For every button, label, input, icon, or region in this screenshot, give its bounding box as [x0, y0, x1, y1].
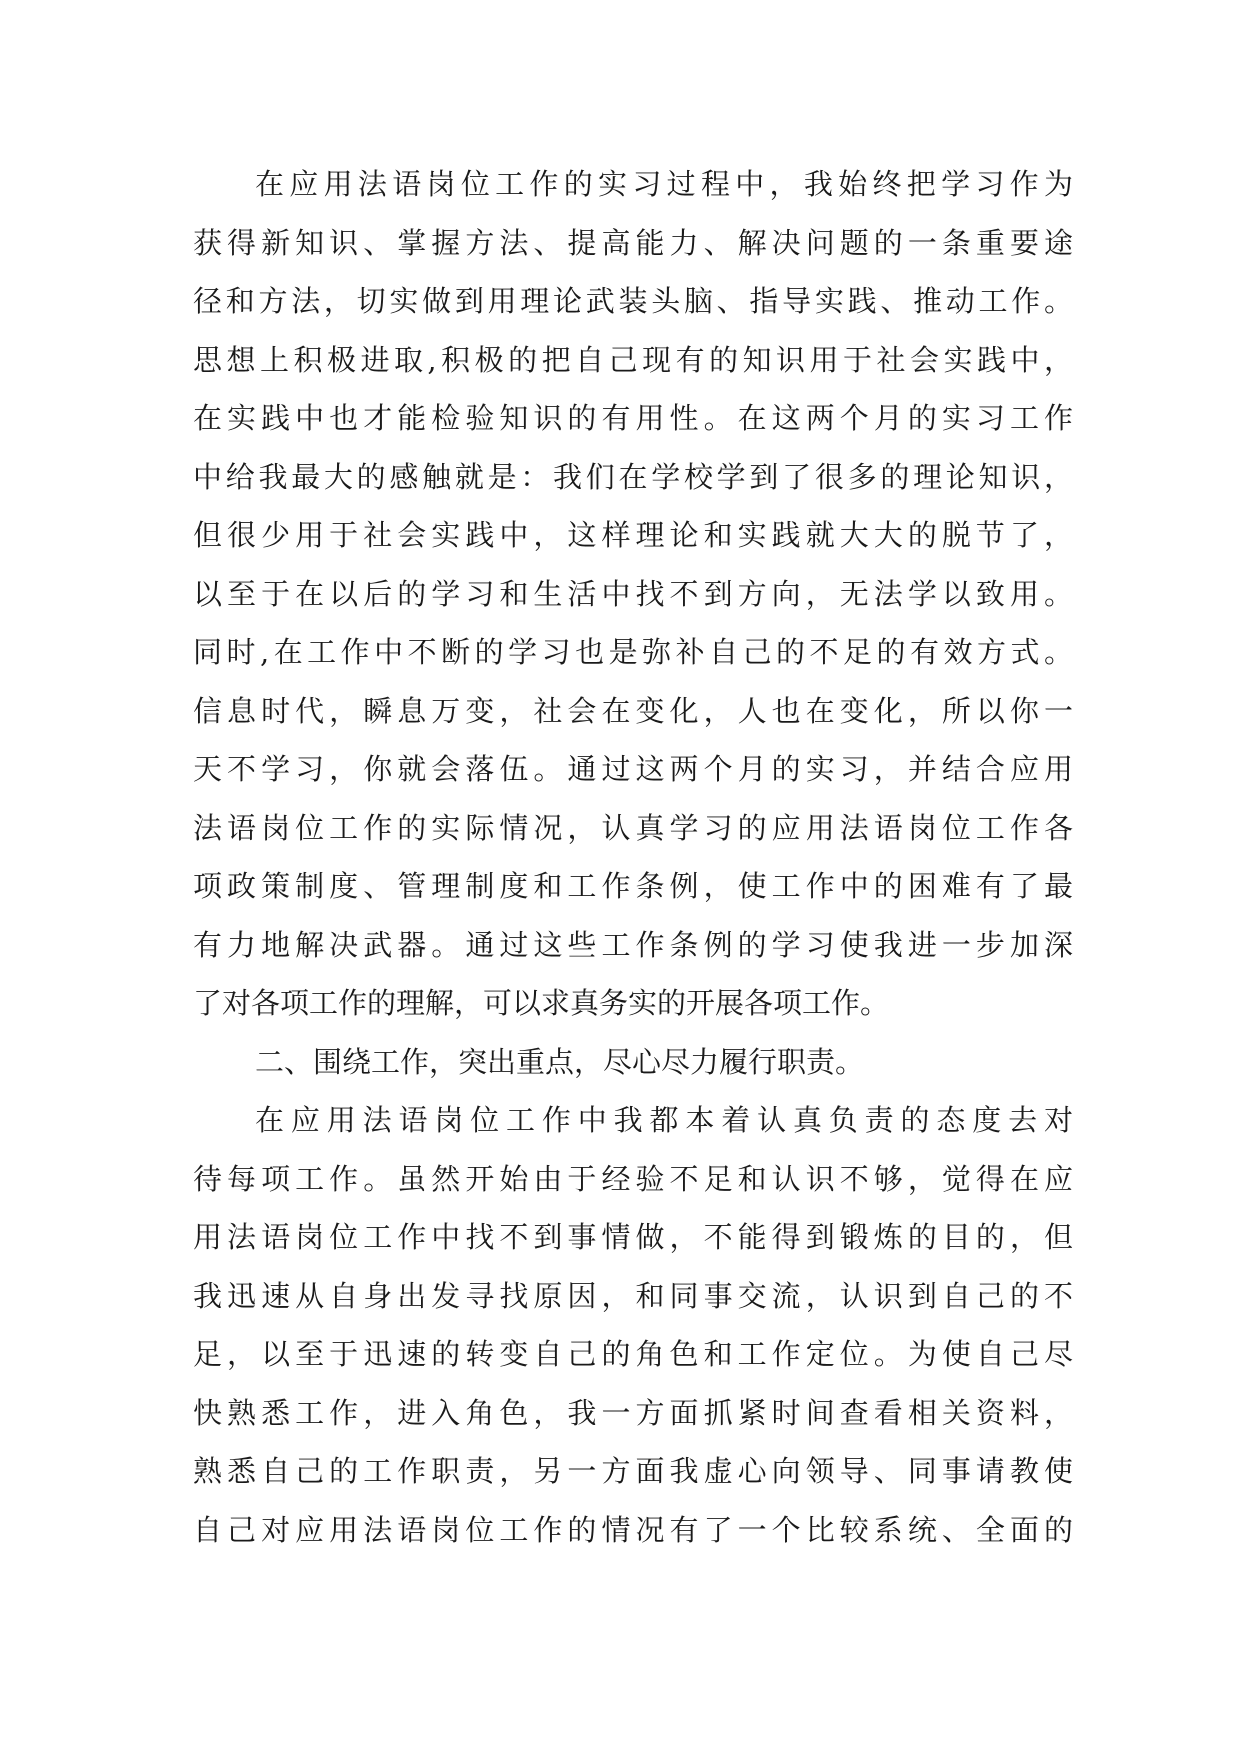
- paragraph-line: 待每项工作。虽然开始由于经验不足和认识不够，觉得在应: [193, 1161, 1073, 1196]
- paragraph-line: 以至于在以后的学习和生活中找不到方向，无法学以致用。: [193, 576, 1073, 611]
- paragraph-line: 但很少用于社会实践中，这样理论和实践就大大的脱节了，: [193, 518, 1073, 552]
- paragraph-line: 了对各项工作的理解，可以求真务实的开展各项工作。: [193, 986, 890, 1020]
- paragraph-line: 思想上积极进取,积极的把自己现有的知识用于社会实践中，: [193, 342, 1073, 377]
- paragraph-line: 我迅速从自身出发寻找原因，和同事交流，认识到自己的不: [193, 1278, 1073, 1313]
- paragraph-line: 天不学习，你就会落伍。通过这两个月的实习，并结合应用: [193, 752, 1073, 786]
- paragraph-line: 项政策制度、管理制度和工作条例，使工作中的困难有了最: [193, 869, 1073, 903]
- paragraph-line: 径和方法，切实做到用理论武装头脑、指导实践、推动工作。: [193, 284, 1073, 318]
- paragraph-line: 获得新知识、掌握方法、提高能力、解决问题的一条重要途: [193, 225, 1073, 260]
- paragraph-line: 熟悉自己的工作职责，另一方面我虚心向领导、同事请教使: [193, 1454, 1073, 1488]
- paragraph-line: 同时,在工作中不断的学习也是弥补自己的不足的有效方式。: [193, 635, 1073, 669]
- paragraph-line: 在实践中也才能检验知识的有用性。在这两个月的实习工作: [193, 401, 1073, 435]
- paragraph-line: 信息时代，瞬息万变，社会在变化，人也在变化，所以你一: [193, 693, 1073, 728]
- body-text: [193, 155, 1073, 1559]
- section-heading: 二、围绕工作，突出重点，尽心尽力履行职责。: [255, 1044, 865, 1079]
- paragraph-line: 快熟悉工作，进入角色，我一方面抓紧时间查看相关资料，: [193, 1395, 1073, 1430]
- paragraph-line: 在应用法语岗位工作的实习过程中，我始终把学习作为: [255, 167, 1073, 201]
- paragraph-line: 中给我最大的感触就是：我们在学校学到了很多的理论知识，: [193, 459, 1073, 494]
- paragraph-line: 有力地解决武器。通过这些工作条例的学习使我进一步加深: [193, 927, 1073, 962]
- paragraph-line: 用法语岗位工作中找不到事情做，不能得到锻炼的目的，但: [193, 1220, 1073, 1254]
- paragraph-line: 自己对应用法语岗位工作的情况有了一个比较系统、全面的: [193, 1512, 1073, 1547]
- paragraph-line: 在应用法语岗位工作中我都本着认真负责的态度去对: [255, 1103, 1073, 1137]
- paragraph-line: 足，以至于迅速的转变自己的角色和工作定位。为使自己尽: [193, 1337, 1073, 1371]
- paragraph-line: 法语岗位工作的实际情况，认真学习的应用法语岗位工作各: [193, 810, 1073, 845]
